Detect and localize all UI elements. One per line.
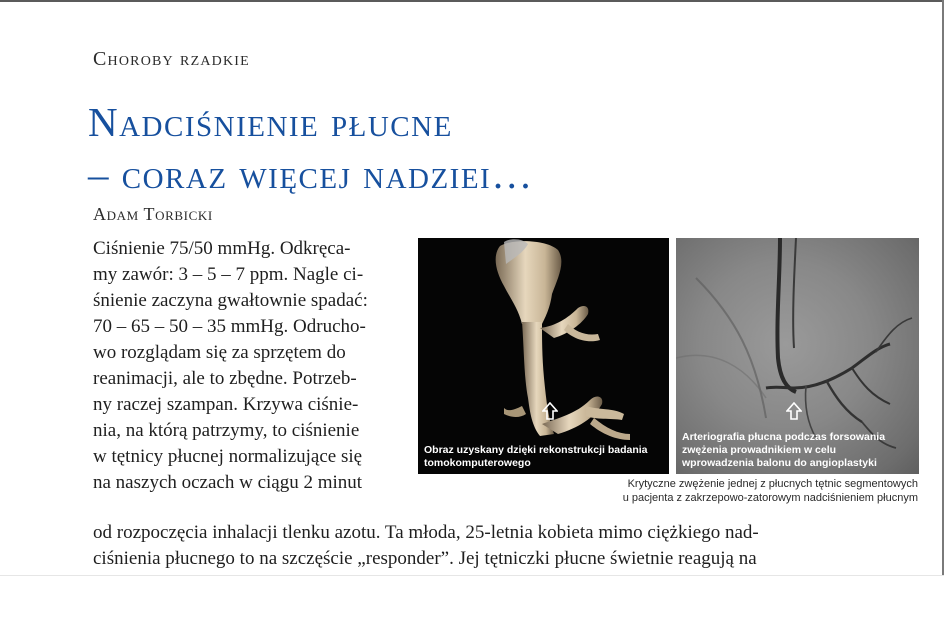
up-arrow-icon: [542, 402, 558, 420]
page-bottom-edge: [0, 575, 944, 576]
body-line: 70 – 65 – 50 – 35 mmHg. Odrucho-: [93, 316, 366, 337]
body-line: reanimacji, ale to zbędne. Potrzeb-: [93, 368, 357, 389]
angiography-image: [676, 238, 919, 474]
body-text-wide: [93, 520, 853, 572]
article-title-line-2: – coraz więcej nadziei…: [88, 151, 534, 197]
up-arrow-icon: [786, 402, 802, 420]
body-line: w tętnicy płucnej normalizujące się: [93, 446, 363, 467]
top-rule: [0, 0, 944, 2]
body-line: na naszych oczach w ciągu 2 minut: [93, 472, 363, 493]
body-line: śnienie zaczyna gwałtownie spadać:: [93, 290, 368, 311]
body-line: nia, na którą patrzymy, to ciśnienie: [93, 420, 360, 441]
body-line: wo rozglądam się za sprzętem do: [93, 342, 346, 363]
section-label: Choroby rzadkie: [93, 48, 250, 70]
figure-caption: Krytyczne zwężenie jednej z płucnych tętnic segmentowych u pacjenta z zakrzepowo-zatorowym nadciśnieniem płucnym: [622, 478, 918, 504]
body-line: ny raczej szampan. Krzywa ciśnie-: [93, 394, 359, 415]
article-title-line-1: Nadciśnienie płucne: [88, 99, 453, 145]
ct-image-caption: Obraz uzyskany dzięki rekonstrukcji badania tomokomputerowego: [424, 444, 648, 469]
angiography-image-caption: Arteriografia płucna podczas forsowania zwężenia prowadnikiem w celu wprowadzenia balonu do angioplastyki: [682, 431, 886, 469]
article-title: [88, 96, 534, 200]
author-name: Adam Torbicki: [93, 204, 213, 224]
body-line: Ciśnienie 75/50 mmHg. Odkręca-: [93, 238, 351, 259]
body-line: my zawór: 3 – 5 – 7 ppm. Nagle ci-: [93, 264, 364, 285]
ct-reconstruction-image: [418, 238, 669, 474]
ct-vessel-render: [418, 238, 669, 474]
body-line: ciśnienia płucnego to na szczęście „responder”. Jej tętniczki płucne świetnie reagują na: [93, 548, 757, 569]
body-line: od rozpoczęcia inhalacji tlenku azotu. Ta młoda, 25-letnia kobieta mimo ciężkiego nad-: [93, 522, 759, 543]
body-text-column: [93, 236, 404, 496]
